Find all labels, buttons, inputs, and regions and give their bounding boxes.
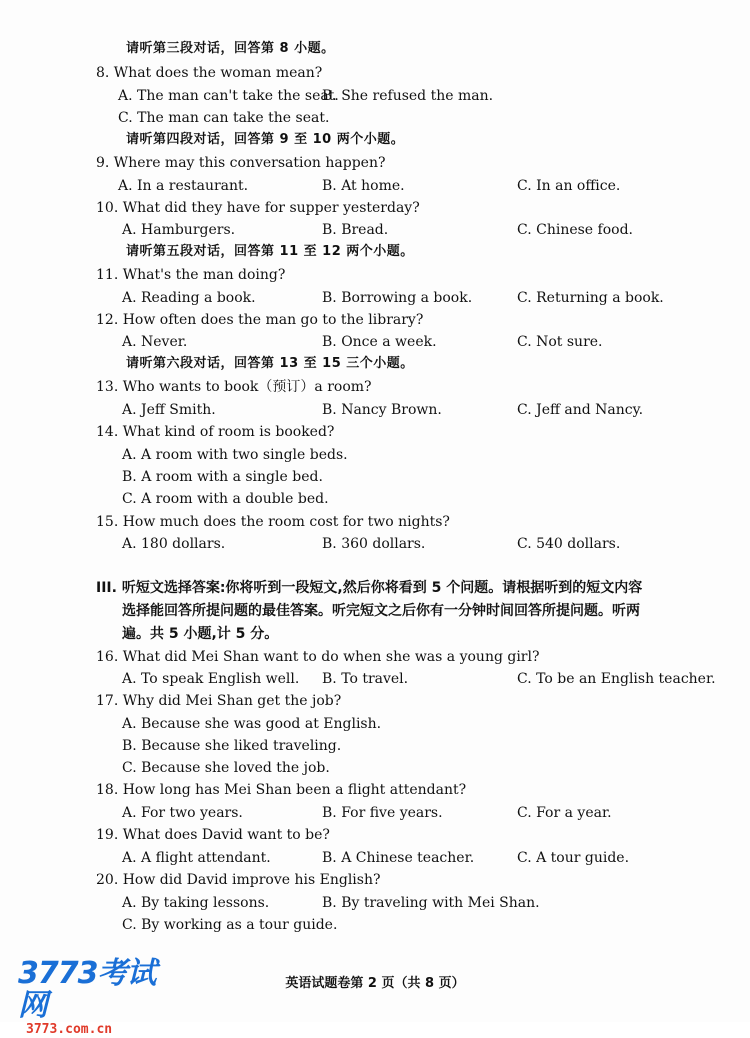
question-12-option-b: B. Once a week. <box>322 334 437 350</box>
question-14-option-c: C. A room with a double bed. <box>122 491 329 507</box>
question-10-option-a: A. Hamburgers. <box>122 222 236 238</box>
question-11-option-b: B. Borrowing a book. <box>322 290 473 306</box>
question-14-option-b: B. A room with a single bed. <box>122 469 323 485</box>
question-18-option-c: C. For a year. <box>517 805 612 821</box>
question-17-stem: 17. Why did Mei Shan get the job? <box>96 693 342 709</box>
question-18-option-a: A. For two years. <box>122 805 243 821</box>
question-20-option-c: C. By working as a tour guide. <box>122 917 338 933</box>
question-15-option-b: B. 360 dollars. <box>322 536 426 552</box>
question-19-option-a: A. A flight attendant. <box>122 850 271 866</box>
section-3-instructions-line-1: III. 听短文选择答案:你将听到一段短文,然后你将看到 5 个问题。请根据听到的短文内容 <box>96 580 643 596</box>
question-17-option-a: A. Because she was good at English. <box>122 716 382 732</box>
section-note-3: 请听第三段对话，回答第 8 小题。 <box>126 41 335 56</box>
question-13-stem: 13. Who wants to book（预订）a room? <box>96 379 372 395</box>
watermark-url-text: 3773.com.cn <box>26 1022 113 1037</box>
site-watermark-logo <box>18 958 178 1038</box>
question-18-stem: 18. How long has Mei Shan been a flight attendant? <box>96 782 467 798</box>
question-20-stem: 20. How did David improve his English? <box>96 872 381 888</box>
question-17-option-b: B. Because she liked traveling. <box>122 738 342 754</box>
question-14-stem: 14. What kind of room is booked? <box>96 424 335 440</box>
question-15-option-a: A. 180 dollars. <box>122 536 226 552</box>
question-9-option-c: C. In an office. <box>517 178 621 194</box>
section-note-5: 请听第五段对话，回答第 11 至 12 两个小题。 <box>126 244 414 259</box>
question-18-option-b: B. For five years. <box>322 805 443 821</box>
question-11-option-a: A. Reading a book. <box>122 290 256 306</box>
question-9-option-b: B. At home. <box>322 178 405 194</box>
question-13-option-a: A. Jeff Smith. <box>122 402 216 418</box>
question-13-option-c: C. Jeff and Nancy. <box>517 402 644 418</box>
question-10-stem: 10. What did they have for supper yesterday? <box>96 200 420 216</box>
question-14-option-a: A. A room with two single beds. <box>122 447 348 463</box>
question-8-option-b: B. She refused the man. <box>322 88 494 104</box>
question-10-option-b: B. Bread. <box>322 222 389 238</box>
question-20-option-a: A. By taking lessons. <box>122 895 270 911</box>
question-19-stem: 19. What does David want to be? <box>96 827 330 843</box>
section-note-4: 请听第四段对话，回答第 9 至 10 两个小题。 <box>126 132 405 147</box>
question-16-stem: 16. What did Mei Shan want to do when she was a young girl? <box>96 649 540 665</box>
question-11-option-c: C. Returning a book. <box>517 290 664 306</box>
question-10-option-c: C. Chinese food. <box>517 222 633 238</box>
question-8-option-c: C. The man can take the seat. <box>118 110 330 126</box>
question-16-option-b: B. To travel. <box>322 671 409 687</box>
question-19-option-c: C. A tour guide. <box>517 850 630 866</box>
question-11-stem: 11. What's the man doing? <box>96 267 286 283</box>
question-15-option-c: C. 540 dollars. <box>517 536 621 552</box>
question-16-option-a: A. To speak English well. <box>122 671 300 687</box>
question-12-stem: 12. How often does the man go to the library? <box>96 312 424 328</box>
question-8-option-a: A. The man can't take the seat. <box>118 88 339 104</box>
section-3-instructions-line-3: 遍。共 5 小题,计 5 分。 <box>122 626 279 642</box>
page-footer: 英语试题卷第 2 页（共 8 页） <box>285 976 465 991</box>
section-note-6: 请听第六段对话，回答第 13 至 15 三个小题。 <box>126 356 414 371</box>
watermark-main-text: 3773考试网 <box>18 956 156 1023</box>
question-13-option-b: B. Nancy Brown. <box>322 402 442 418</box>
question-9-option-a: A. In a restaurant. <box>118 178 249 194</box>
question-15-stem: 15. How much does the room cost for two nights? <box>96 514 450 530</box>
question-20-option-b: B. By traveling with Mei Shan. <box>322 895 540 911</box>
question-19-option-b: B. A Chinese teacher. <box>322 850 475 866</box>
section-3-instructions-line-2: 选择能回答所提问题的最佳答案。听完短文之后你有一分钟时间回答所提问题。听两 <box>122 603 640 619</box>
question-16-option-c: C. To be an English teacher. <box>517 671 716 687</box>
question-12-option-c: C. Not sure. <box>517 334 603 350</box>
question-12-option-a: A. Never. <box>122 334 188 350</box>
question-17-option-c: C. Because she loved the job. <box>122 760 330 776</box>
question-8-stem: 8. What does the woman mean? <box>96 65 323 81</box>
question-9-stem: 9. Where may this conversation happen? <box>96 155 386 171</box>
